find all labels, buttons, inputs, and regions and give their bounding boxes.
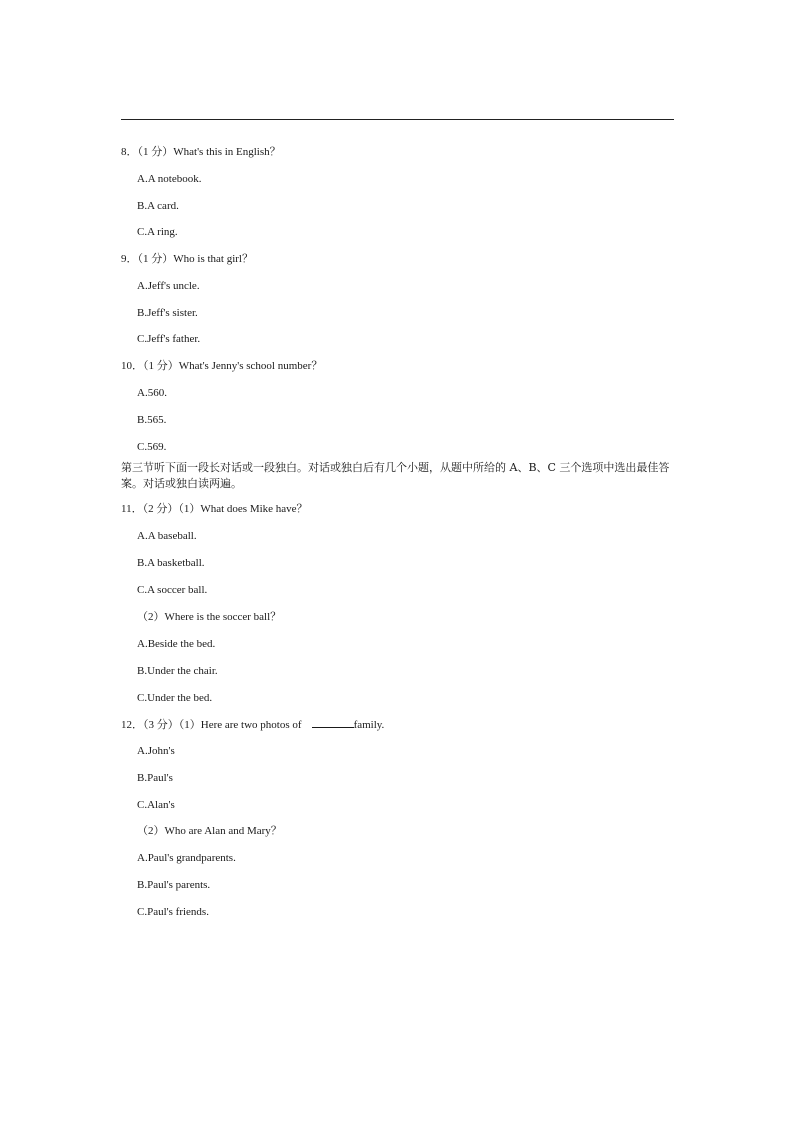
question-11-stem: 11．（2 分）（1）What does Mike have？ bbox=[121, 503, 308, 515]
question-12-stem-before: 12．（3 分）（1）Here are two photos of bbox=[121, 719, 302, 731]
question-11-2-option-a: A.Beside the bed. bbox=[137, 638, 216, 650]
question-8-option-a: A.A notebook. bbox=[137, 173, 202, 185]
fill-in-blank bbox=[312, 717, 354, 728]
section-3-instruction: 第三节听下面一段长对话或一段独白。对话或独白后有几个小题，从题中所给的 A、B、C 三个选项中选出最佳答案。对话或独白读两遍。 bbox=[121, 461, 670, 490]
question-11-sub-2: （2）Where is the soccer ball？ bbox=[137, 611, 282, 623]
question-12-2-option-c: C.Paul's friends. bbox=[137, 906, 209, 918]
question-9-option-b: B.Jeff's sister. bbox=[137, 307, 198, 319]
question-11-1-option-c: C.A soccer ball. bbox=[137, 584, 208, 596]
question-9-option-a: A.Jeff's uncle. bbox=[137, 280, 200, 292]
question-10-option-a: A.560. bbox=[137, 387, 167, 399]
question-12-stem-after: family. bbox=[353, 719, 385, 731]
question-12-2-option-b: B.Paul's parents. bbox=[137, 879, 211, 891]
header-rule bbox=[121, 119, 674, 120]
question-8-stem: 8．（1 分）What's this in English？ bbox=[121, 146, 281, 158]
question-10-option-c: C.569. bbox=[137, 441, 167, 453]
question-8-option-c: C.A ring. bbox=[137, 226, 178, 238]
question-12-1-option-a: A.John's bbox=[137, 745, 175, 757]
question-9-stem: 9．（1 分）Who is that girl？ bbox=[121, 253, 253, 265]
question-12-stem bbox=[121, 717, 384, 732]
question-10-stem: 10．（1 分）What's Jenny's school number？ bbox=[121, 360, 323, 372]
question-12-sub-2: （2）Who are Alan and Mary？ bbox=[137, 825, 282, 837]
question-8-option-b: B.A card. bbox=[137, 200, 179, 212]
question-12-1-option-c: C.Alan's bbox=[137, 799, 175, 811]
question-10-option-b: B.565. bbox=[137, 414, 167, 426]
question-9-option-c: C.Jeff's father. bbox=[137, 333, 201, 345]
question-11-2-option-c: C.Under the bed. bbox=[137, 692, 213, 704]
question-11-2-option-b: B.Under the chair. bbox=[137, 665, 218, 677]
question-12-1-option-b: B.Paul's bbox=[137, 772, 173, 784]
question-12-2-option-a: A.Paul's grandparents. bbox=[137, 852, 236, 864]
question-11-1-option-b: B.A basketball. bbox=[137, 557, 205, 569]
question-11-1-option-a: A.A baseball. bbox=[137, 530, 197, 542]
